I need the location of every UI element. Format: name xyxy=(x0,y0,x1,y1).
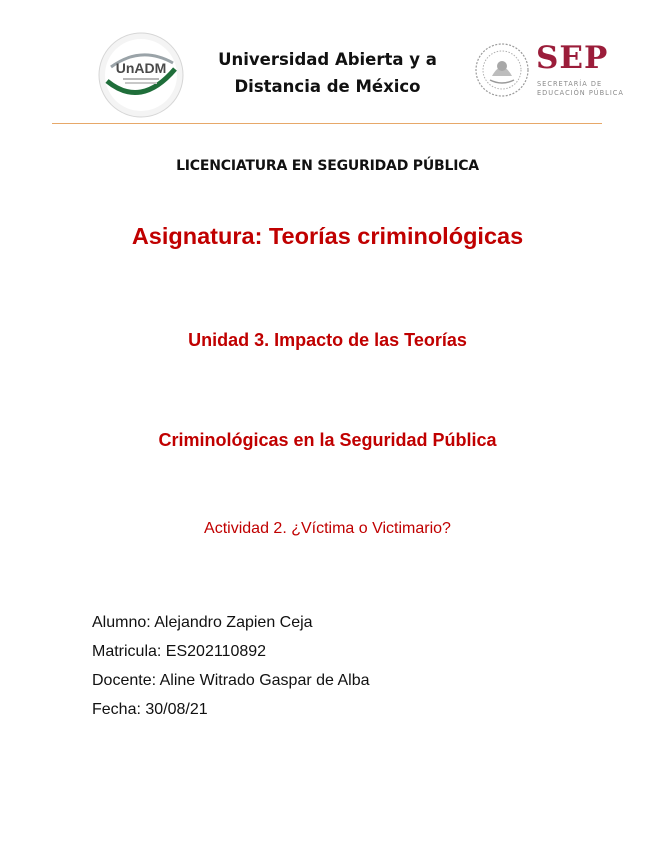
university-name-line2: Distancia de México xyxy=(234,77,421,96)
activity-title: Actividad 2. ¿Víctima o Victimario? xyxy=(204,520,451,537)
page-header xyxy=(0,0,655,124)
subject-title: Asignatura: Teorías criminológicas xyxy=(131,223,524,249)
student-info-block xyxy=(92,608,370,724)
sep-subtitle-line2: EDUCACIÓN PÚBLICA xyxy=(537,88,624,97)
sep-subtitle-line1: SECRETARÍA DE xyxy=(537,80,603,88)
unadm-logo-text: UnADM xyxy=(115,60,167,76)
program-title: LICENCIATURA EN SEGURIDAD PÚBLICA xyxy=(176,158,479,174)
university-name xyxy=(205,46,450,100)
enrollment-number: Matricula: ES202110892 xyxy=(92,643,267,660)
header-divider xyxy=(52,123,602,124)
teacher-name: Docente: Aline Witrado Gaspar de Alba xyxy=(92,672,370,689)
sep-logo-text: SEP xyxy=(536,40,609,76)
unit-title-line2: Criminológicas en la Seguridad Pública xyxy=(158,430,497,450)
university-name-line1: Universidad Abierta y a xyxy=(218,50,437,69)
submission-date: Fecha: 30/08/21 xyxy=(92,701,208,718)
national-seal-icon xyxy=(474,42,530,98)
sep-subtitle xyxy=(537,80,624,97)
unit-title-line1: Unidad 3. Impacto de las Teorías xyxy=(188,330,467,350)
student-name: Alumno: Alejandro Zapien Ceja xyxy=(92,614,313,631)
unadm-logo xyxy=(97,31,185,119)
